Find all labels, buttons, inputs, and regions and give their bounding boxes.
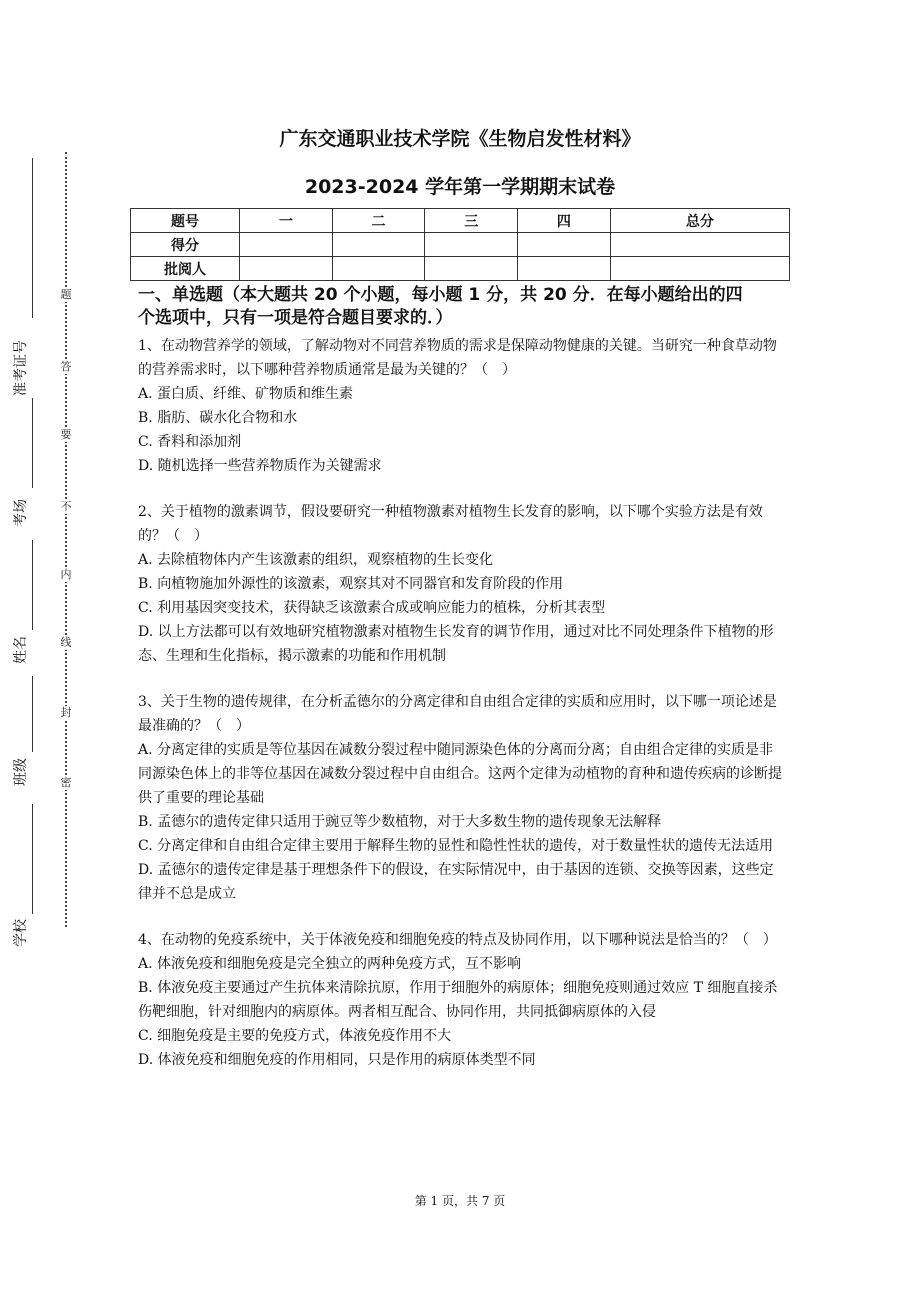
seal-char: 线 <box>58 636 74 650</box>
blank-line-name <box>32 540 33 630</box>
seal-dotted-line <box>65 152 67 927</box>
question-1 <box>138 334 784 478</box>
option-c: C. 分离定律和自由组合定律主要用于解释生物的显性和隐性性状的遗传，对于数量性状的遗传无法适用 <box>138 838 774 854</box>
option-b: B. 脂肪、碳水化合物和水 <box>138 410 298 426</box>
score-table-row <box>131 233 790 257</box>
exam-content <box>138 284 784 1094</box>
page-number: 第 1 页，共 7 页 <box>414 1194 506 1208</box>
score-cell <box>425 233 518 257</box>
seal-char: 答 <box>58 360 74 374</box>
option-c: C. 香料和添加剂 <box>138 434 242 450</box>
option-d: D. 孟德尔的遗传定律是基于理想条件下的假设，在实际情况中，由于基因的连锁、交换等因素，这些定律并不总是成立 <box>138 862 774 902</box>
question-stem: 3、关于生物的遗传规律，在分析孟德尔的分离定律和自由组合定律的实质和应用时，以下哪一项论述是最准确的？（ ） <box>138 694 777 734</box>
seal-char: 密 <box>58 776 74 790</box>
option-a: A. 去除植物体内产生该激素的组织，观察植物的生长变化 <box>138 552 494 568</box>
score-col-header: 二 <box>332 209 425 233</box>
option-d: D. 随机选择一些营养物质作为关键需求 <box>138 458 382 474</box>
section-heading-line: 一、单选题（本大题共 20 个小题，每小题 1 分，共 20 分．在每小题给出的四 <box>138 285 743 305</box>
side-label-exam-room: 考场 <box>13 499 29 527</box>
section-heading-line: 个选项中，只有一项是符合题目要求的．） <box>138 308 453 328</box>
score-col-header: 三 <box>425 209 518 233</box>
score-table-row <box>131 257 790 281</box>
side-label-school: 学校 <box>13 919 29 947</box>
seal-char: 要 <box>58 428 74 442</box>
option-a: A. 分离定律的实质是等位基因在减数分裂过程中随同源染色体的分离而分离；自由组合定律的实质是非同源染色体上的非等位基因在减数分裂过程中自由组合。这两个定律为动植物的育种和遗传疾病的诊断提供了重要的理论基础 <box>138 742 782 806</box>
exam-title-school: 广东交通职业技术学院《生物启发性材料》 <box>279 128 641 150</box>
question-2 <box>138 500 784 668</box>
option-d: D. 体液免疫和细胞免疫的作用相同，只是作用的病原体类型不同 <box>138 1052 536 1068</box>
score-cell <box>240 257 333 281</box>
seal-char: 题 <box>58 288 74 302</box>
option-b: B. 孟德尔的遗传定律只适用于豌豆等少数植物，对于大多数生物的遗传现象无法解释 <box>138 814 662 830</box>
seal-char: 内 <box>58 568 74 582</box>
score-col-header: 题号 <box>131 209 240 233</box>
exam-title-term: 2023-2024 学年第一学期期末试卷 <box>304 176 616 198</box>
score-cell <box>610 257 789 281</box>
side-label-class: 班级 <box>13 758 29 786</box>
score-row-header: 批阅人 <box>131 257 240 281</box>
score-table-header-row <box>131 209 790 233</box>
option-a: A. 蛋白质、纤维、矿物质和维生素 <box>138 386 354 402</box>
score-col-header: 四 <box>518 209 611 233</box>
score-cell <box>518 233 611 257</box>
score-cell <box>425 257 518 281</box>
question-stem: 1、在动物营养学的领域，了解动物对不同营养物质的需求是保障动物健康的关键。当研究一种食草动物的营养需求时，以下哪种营养物质通常是最为关键的？（ ） <box>138 338 777 378</box>
question-3 <box>138 690 784 906</box>
score-cell <box>610 233 789 257</box>
section-heading <box>138 284 784 330</box>
option-a: A. 体液免疫和细胞免疫是完全独立的两种免疫方式，互不影响 <box>138 956 522 972</box>
score-cell <box>332 257 425 281</box>
question-stem: 2、关于植物的激素调节，假设要研究一种植物激素对植物生长发育的影响，以下哪个实验方法是有效的？（ ） <box>138 504 763 544</box>
score-cell <box>332 233 425 257</box>
option-c: C. 细胞免疫是主要的免疫方式，体液免疫作用不大 <box>138 1028 452 1044</box>
score-col-header: 总分 <box>610 209 789 233</box>
option-d: D. 以上方法都可以有效地研究植物激素对植物生长发育的调节作用，通过对比不同处理条件下植物的形态、生理和生化指标，揭示激素的功能和作用机制 <box>138 624 774 664</box>
question-4 <box>138 928 784 1072</box>
option-b: B. 向植物施加外源性的该激素，观察其对不同器官和发育阶段的作用 <box>138 576 564 592</box>
score-cell <box>240 233 333 257</box>
side-label-exam-id: 准考证号 <box>13 340 29 396</box>
blank-line-class <box>32 676 33 752</box>
blank-line-school <box>32 804 33 914</box>
score-table <box>130 208 790 281</box>
option-b: B. 体液免疫主要通过产生抗体来清除抗原，作用于细胞外的病原体；细胞免疫则通过效应 T 细胞直接杀伤靶细胞，针对细胞内的病原体。两者相互配合、协同作用，共同抵御病原体的入侵 <box>138 980 778 1020</box>
side-label-name: 姓名 <box>13 636 29 664</box>
seal-char: 不 <box>58 500 74 514</box>
option-c: C. 利用基因突变技术，获得缺乏该激素合成或响应能力的植株，分析其表型 <box>138 600 606 616</box>
score-row-header: 得分 <box>131 233 240 257</box>
seal-char: 封 <box>58 706 74 720</box>
question-stem: 4、在动物的免疫系统中，关于体液免疫和细胞免疫的特点及协同作用，以下哪种说法是恰当的？（ ） <box>138 932 777 948</box>
score-col-header: 一 <box>240 209 333 233</box>
score-cell <box>518 257 611 281</box>
blank-line-exam-room <box>32 398 33 488</box>
